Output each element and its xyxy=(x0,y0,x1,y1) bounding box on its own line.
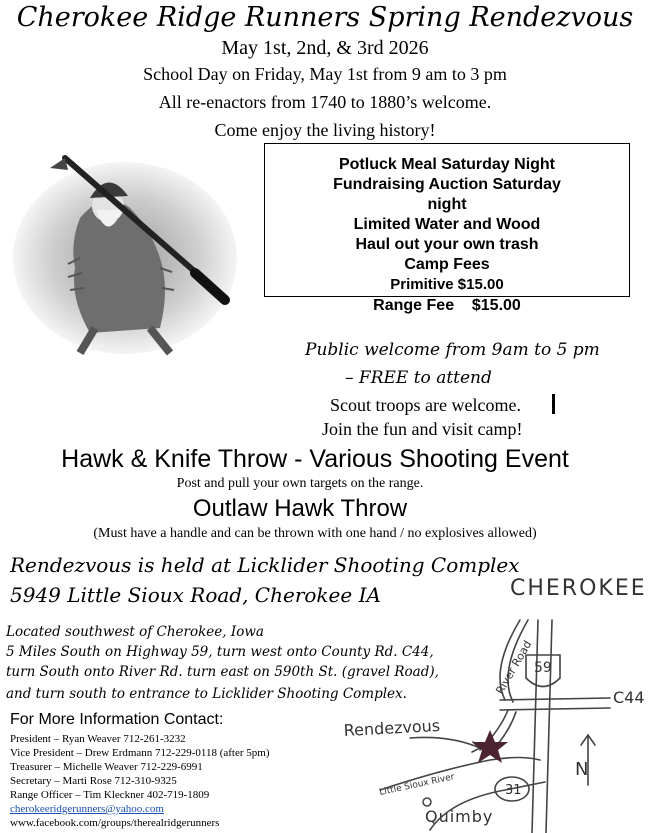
facebook-url: www.facebook.com/groups/therealridgerunners xyxy=(10,817,220,829)
box-line-auction: Fundraising Auction Saturday xyxy=(333,176,561,193)
box-line-night: night xyxy=(427,196,467,213)
contact-heading: For More Information Contact: xyxy=(10,711,224,728)
contact-secretary: Secretary – Marti Rose 712-310-9325 xyxy=(10,775,177,787)
map-north: N xyxy=(575,759,589,780)
box-line-water-wood: Limited Water and Wood xyxy=(353,216,541,233)
map-cherokee: CHEROKEE xyxy=(510,576,647,601)
contact-range-officer: Range Officer – Tim Kleckner 402-719-1809 xyxy=(10,789,210,801)
map-hwy31: 31 xyxy=(505,783,522,798)
text-cursor xyxy=(552,394,555,414)
hawk-knife-title: Hawk & Knife Throw - Various Shooting Event xyxy=(61,445,569,473)
public-hours: Public welcome from 9am to 5 pm xyxy=(305,340,600,360)
directions-line: 5 Miles South on Highway 59, turn west onto County Rd. C44, xyxy=(6,644,434,660)
venue-address: 5949 Little Sioux Road, Cherokee IA xyxy=(10,583,381,607)
box-line-camp-fees: Camp Fees xyxy=(404,256,490,273)
scouts-note: Scout troops are welcome. xyxy=(330,395,521,415)
box-line-primitive: Primitive $15.00 xyxy=(390,276,504,293)
event-dates: May 1st, 2nd, & 3rd 2026 xyxy=(221,37,429,59)
fees-box xyxy=(264,143,630,297)
contact-vice-president: Vice President – Drew Erdmann 712-229-0118 (after 5pm) xyxy=(10,747,270,759)
living-history-note: Come enjoy the living history! xyxy=(214,120,436,140)
school-day: School Day on Friday, May 1st from 9 am to 3 pm xyxy=(143,64,507,84)
page-title: Cherokee Ridge Runners Spring Rendezvous xyxy=(16,2,634,33)
map-river-road: River Road xyxy=(493,638,535,697)
outlaw-rules: (Must have a handle and can be thrown with one hand / no explosives allowed) xyxy=(93,526,537,541)
map-c44: C44 xyxy=(613,688,645,707)
post-targets-note: Post and pull your own targets on the range. xyxy=(176,476,424,491)
venue-name: Rendezvous is held at Licklider Shooting Complex xyxy=(10,553,520,577)
directions-map xyxy=(330,560,650,833)
map-hwy59: 59 xyxy=(534,660,552,676)
box-line-trash: Haul out your own trash xyxy=(355,236,539,253)
c44-road xyxy=(500,698,610,700)
directions-line: turn South onto River Rd. turn east on 590th St. (gravel Road), xyxy=(6,664,439,680)
box-line-potluck: Potluck Meal Saturday Night xyxy=(338,156,556,173)
outlaw-hawk-title: Outlaw Hawk Throw xyxy=(192,495,408,522)
email-link[interactable]: cherokeeridgerunners@yahoo.com xyxy=(10,803,164,815)
contact-treasurer: Treasurer – Michelle Weaver 712-229-6991 xyxy=(10,761,203,773)
join-note: Join the fun and visit camp! xyxy=(322,419,523,439)
mountain-man-illustration xyxy=(10,148,250,356)
reenactors-note: All re-enactors from 1740 to 1880’s welcome. xyxy=(158,92,492,112)
map-little-sioux: Little Sioux River xyxy=(378,772,456,798)
contact-president: President – Ryan Weaver 712-261-3232 xyxy=(10,733,186,745)
hwy59-road xyxy=(532,620,538,833)
free-note: – FREE to attend xyxy=(345,368,492,388)
map-rendezvous: Rendezvous xyxy=(343,715,441,740)
directions-line: and turn south to entrance to Licklider Shooting Complex. xyxy=(6,686,407,702)
range-fee: Range Fee $15.00 xyxy=(373,297,521,314)
directions-line: Located southwest of Cherokee, Iowa xyxy=(6,624,264,640)
map-quimby: Quimby xyxy=(425,807,494,826)
